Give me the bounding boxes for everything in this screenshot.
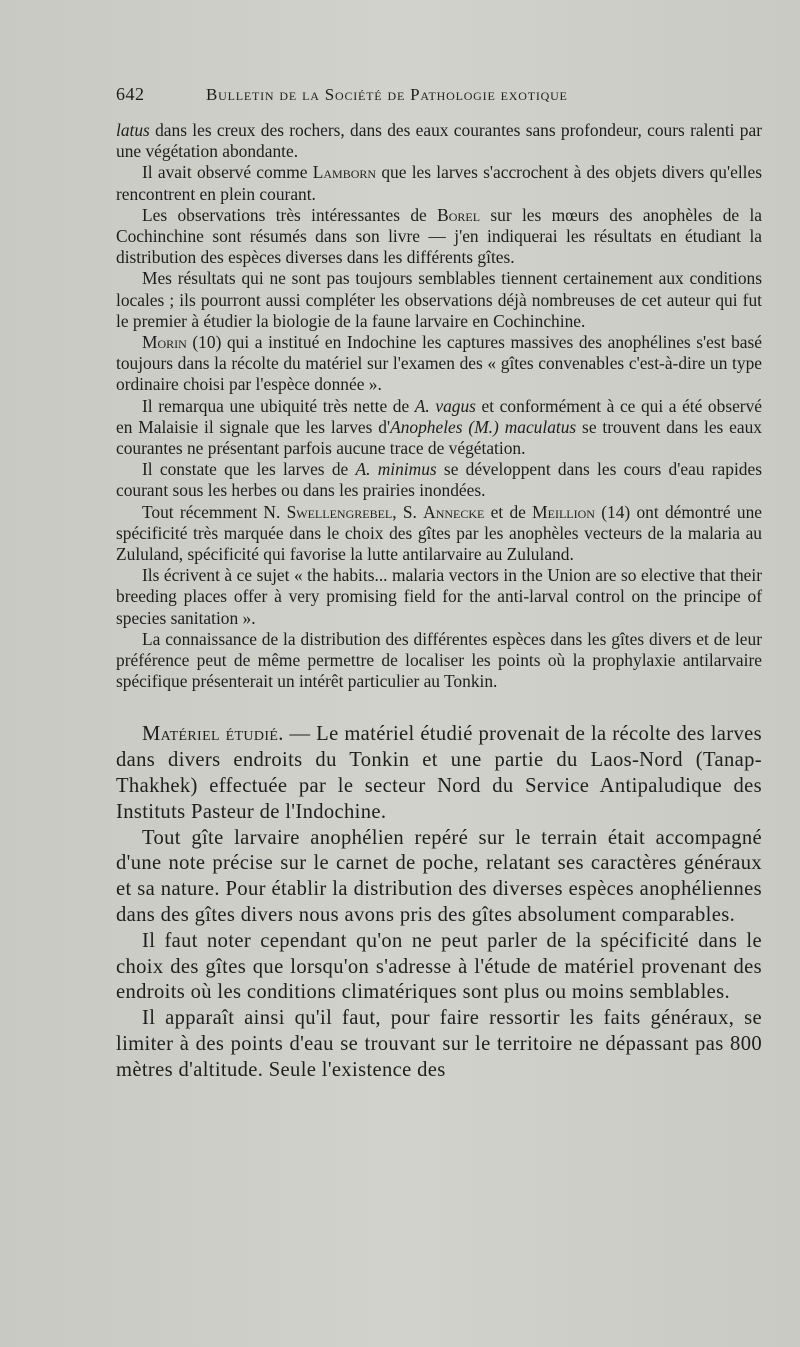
text-run: Tout gîte larvaire anophélien repéré sur le terrain était accompagné d'une note précise sur le carnet de poche, relatant ses caractères généraux et sa nature. Pour établir la distribution des diverses espèces anophéliennes dans des gîtes divers nous avons pris des gîtes absolument comparables. bbox=[116, 826, 762, 927]
page-header bbox=[116, 84, 762, 120]
text-run: que les larves s'accrochent à des objets divers qu'elles rencontrent en plein courant. bbox=[116, 162, 762, 204]
text-run: et de bbox=[484, 501, 533, 522]
paragraph bbox=[116, 826, 762, 929]
paragraph bbox=[116, 929, 762, 1006]
text-run: , S. bbox=[392, 501, 424, 522]
paragraph bbox=[116, 205, 762, 269]
paragraph bbox=[116, 722, 762, 825]
small-caps-name: Matériel étudié. bbox=[142, 723, 284, 746]
paragraph bbox=[116, 162, 762, 204]
text-run: Mes résultats qui ne sont pas toujours semblables tiennent certainement aux conditions locales ; ils pourront aussi compléter les observations déjà nombreuses de cet auteur qui fut le premier à étudier la biologie de la faune larvaire en Cochinchine. bbox=[116, 268, 762, 331]
italic-text: A. vagus bbox=[414, 395, 476, 416]
paragraph bbox=[116, 120, 762, 162]
paragraph bbox=[116, 1006, 762, 1083]
text-run: et conformément à ce qui a été observé en Malaisie il signale que les larves d' bbox=[116, 395, 763, 437]
text-run: Il remarqua une ubiquité très nette de bbox=[142, 395, 415, 416]
text-run: (10) qui a institué en Indochine les captures massives des anophélines s'est basé toujours dans la récolte du matériel sur l'examen des « gîtes convenables c'est-à-dire un type ordinaire choisi par l'espèce donnée ». bbox=[116, 332, 762, 395]
small-caps-name: Swellengrebel bbox=[286, 501, 393, 522]
small-caps-name: Lamborn bbox=[312, 162, 377, 183]
text-run: — Le matériel étudié provenait de la récolte des larves dans divers endroits du Tonkin et une partie du Laos-Nord (Tanap-Thakhek) effectuée par le secteur Nord du Service Antipaludique des Instituts Pasteur de l'Indochine. bbox=[116, 723, 762, 823]
section-gap bbox=[116, 692, 762, 722]
text-run: sur les mœurs des anophèles de la Cochinchine sont résumés dans son livre — j'en indiquerai les résultats en étudiant la distribution des espèces diverses dans les différents gîtes. bbox=[116, 204, 762, 268]
small-caps-name: Borel bbox=[437, 204, 481, 225]
paragraph bbox=[116, 396, 762, 460]
running-title: Bulletin de la Société de Pathologie exotique bbox=[206, 85, 568, 104]
italic-text: Anopheles (M.) maculatus bbox=[390, 416, 577, 437]
text-run: Il constate que les larves de bbox=[142, 459, 356, 480]
small-caps-name: Annecke bbox=[423, 501, 485, 522]
italic-text: A. minimus bbox=[355, 459, 437, 480]
paragraph bbox=[116, 268, 762, 332]
text-run: Ils écrivent à ce sujet « the habits... malaria vectors in the Union are so elective that their breeding places offer à very promising field for the anti-larval control on the principe of species sanitation ». bbox=[116, 565, 762, 628]
paragraph bbox=[116, 565, 762, 629]
paragraph bbox=[116, 502, 762, 566]
text-run: (14) ont démontré une spécificité très marquée dans le choix des gîtes par les anophèles vecteurs de la malaria au Zululand, spécificité qui favorise la lutte antilarvaire au Zululand. bbox=[116, 501, 763, 565]
text-run: Il avait observé comme bbox=[142, 162, 313, 183]
text-run: Il faut noter cependant qu'on ne peut parler de la spécificité dans le choix des gîtes que lorsqu'on s'adresse à l'étude de matériel provenant des endroits où les conditions climatériques sont plus ou moins semblables. bbox=[116, 929, 762, 1004]
text-run: se développent dans les cours d'eau rapides courant sous les herbes ou dans les prairies inondées. bbox=[116, 459, 762, 501]
text-run: Il apparaît ainsi qu'il faut, pour faire ressortir les faits généraux, se limiter à des points d'eau se trouvant sur le territoire ne dépassant pas 800 mètres d'altitude. Seule l'existence des bbox=[116, 1007, 762, 1081]
text-run: dans les creux des rochers, dans des eaux courantes sans profondeur, cours ralenti par une végétation abondante. bbox=[116, 120, 762, 162]
paragraph bbox=[116, 629, 762, 693]
paragraph bbox=[116, 332, 762, 396]
italic-text: latus bbox=[116, 120, 150, 140]
text-run: Tout récemment N. bbox=[142, 501, 287, 522]
body-text-large bbox=[116, 722, 762, 1083]
body-text-small bbox=[116, 120, 762, 692]
text-run: se trouvent dans les eaux courantes ne présentant parfois aucune trace de végétation. bbox=[116, 416, 763, 459]
paragraph bbox=[116, 459, 762, 501]
text-run: La connaissance de la distribution des différentes espèces dans les gîtes divers et de leur préférence peut de même permettre de localiser les points où la prophylaxie antilarvaire spécifique présenterait un intérêt particulier au Tonkin. bbox=[116, 628, 762, 692]
page-number: 642 bbox=[116, 84, 145, 104]
small-caps-name: Meillion bbox=[532, 501, 595, 522]
small-caps-name: Morin bbox=[142, 332, 187, 353]
text-run: Les observations très intéressantes de bbox=[142, 204, 438, 225]
